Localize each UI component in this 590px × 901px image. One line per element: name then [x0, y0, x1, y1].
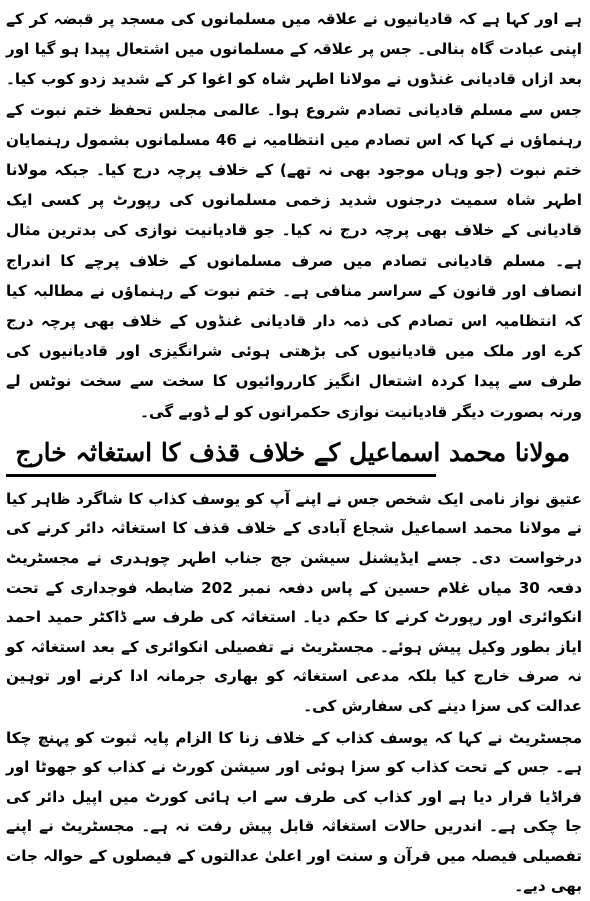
section-heading-block — [6, 433, 582, 477]
case-paragraph: عتیق نواز نامی ایک شخص جس نے اپنے آپ کو یوسف کذاب کا شاگرد ظاہر کیا نے مولانا محمد اسماعیل شجاع آبادی کے خلاف قذف کا استغاثہ دائر کرنے کی درخواست دی۔ جسے ایڈیشنل سیشن جج جناب اطہر چوہدری نے مجسٹریٹ دفعہ 30 میاں غلام حسین کے پاس دفعہ نمبر 202 ضابطہ فوجداری کے تحت انکوائری اور رپورٹ کرنے کا حکم دیا۔ استغاثہ کی طرف سے ڈاکٹر حمید احمد ایاز بطور وکیل پیش ہوئے۔ مجسٹریٹ نے تفصیلی انکوائری کے بعد استغاثہ کو نہ صرف خارج کیا بلکہ مدعی استغاثہ کو بھاری جرمانہ ادا کرنے اور توہین عدالت کی سزا دینے کی سفارش کی۔ — [6, 489, 583, 715]
verdict-paragraph: مجسٹریٹ نے کہا کہ یوسف کذاب کے خلاف زنا کا الزام پایہ ثبوت کو پہنچ چکا ہے۔ جس کے تحت کذاب کو سزا ہوئی اور سیشن کورٹ نے کذاب کو جھوٹا اور فراڈیا قرار دیا ہے اور کذاب کی طرف سے اب ہائی کورٹ میں اپیل دائر کی جا چکی ہے۔ اندریں حالات استغاثہ قابل پیش رفت نہ ہے۔ مجسٹریٹ نے اپنے تفصیلی فیصلہ میں قرآن و سنت اور اعلیٰ عدالتوں کے فیصلوں کے حوالہ جات بھی دیے۔ — [6, 728, 582, 895]
news-paragraph: ہے اور کہا ہے کہ قادیانیوں نے علاقہ میں مسلمانوں کی مسجد پر قبضہ کر کے اپنی عبادت گاہ بنالی۔ جس پر علاقہ کے مسلمانوں میں اشتعال پیدا ہو گیا اور بعد ازاں قادیانی غنڈوں نے مولانا اطہر شاہ کو اغوا کر کے شدید زدو کوب کیا۔ جس سے مسلم قادیانی تصادم شروع ہوا۔ عالمی مجلس تحفظ ختم نبوت کے رہنماؤں نے کہا کہ اس تصادم میں انتظامیہ نے 46 مسلمانوں بشمول رہنمایان ختم نبوت (جو وہاں موجود بھی نہ تھے) کے خلاف پرچہ درج کیا۔ جبکہ مولانا اطہر شاہ سمیت درجنوں شدید زخمی مسلمانوں کی رپورٹ پر کسی ایک قادیانی کے خلاف بھی پرچہ درج نہ کیا۔ جو قادیانیت نوازی کی بدترین مثال ہے۔ مسلم قادیانی تصادم میں صرف مسلمانوں کے خلاف پرچے کا اندراج انصاف اور قانون کے سراسر منافی ہے۔ ختم نبوت کے رہنماؤں نے مطالبہ کیا کہ انتظامیہ اس تصادم کی ذمہ دار قادیانی غنڈوں کے خلاف بھی پرچہ درج کرے اور ملک میں قادیانیوں کی بڑھتی ہوئی شرانگیزی اور قادیانیوں کی طرف سے پیدا کردہ اشتعال انگیز کارروائیوں کا سخت سے سخت نوٹس لے ورنہ بصورت دیگر قادیانیت نوازی حکمرانوں کو لے ڈوبے گی۔ — [6, 10, 582, 421]
heading-underline — [6, 474, 436, 477]
section-heading: مولانا محمد اسماعیل کے خلاف قذف کا استغاثہ خارج — [15, 437, 570, 467]
